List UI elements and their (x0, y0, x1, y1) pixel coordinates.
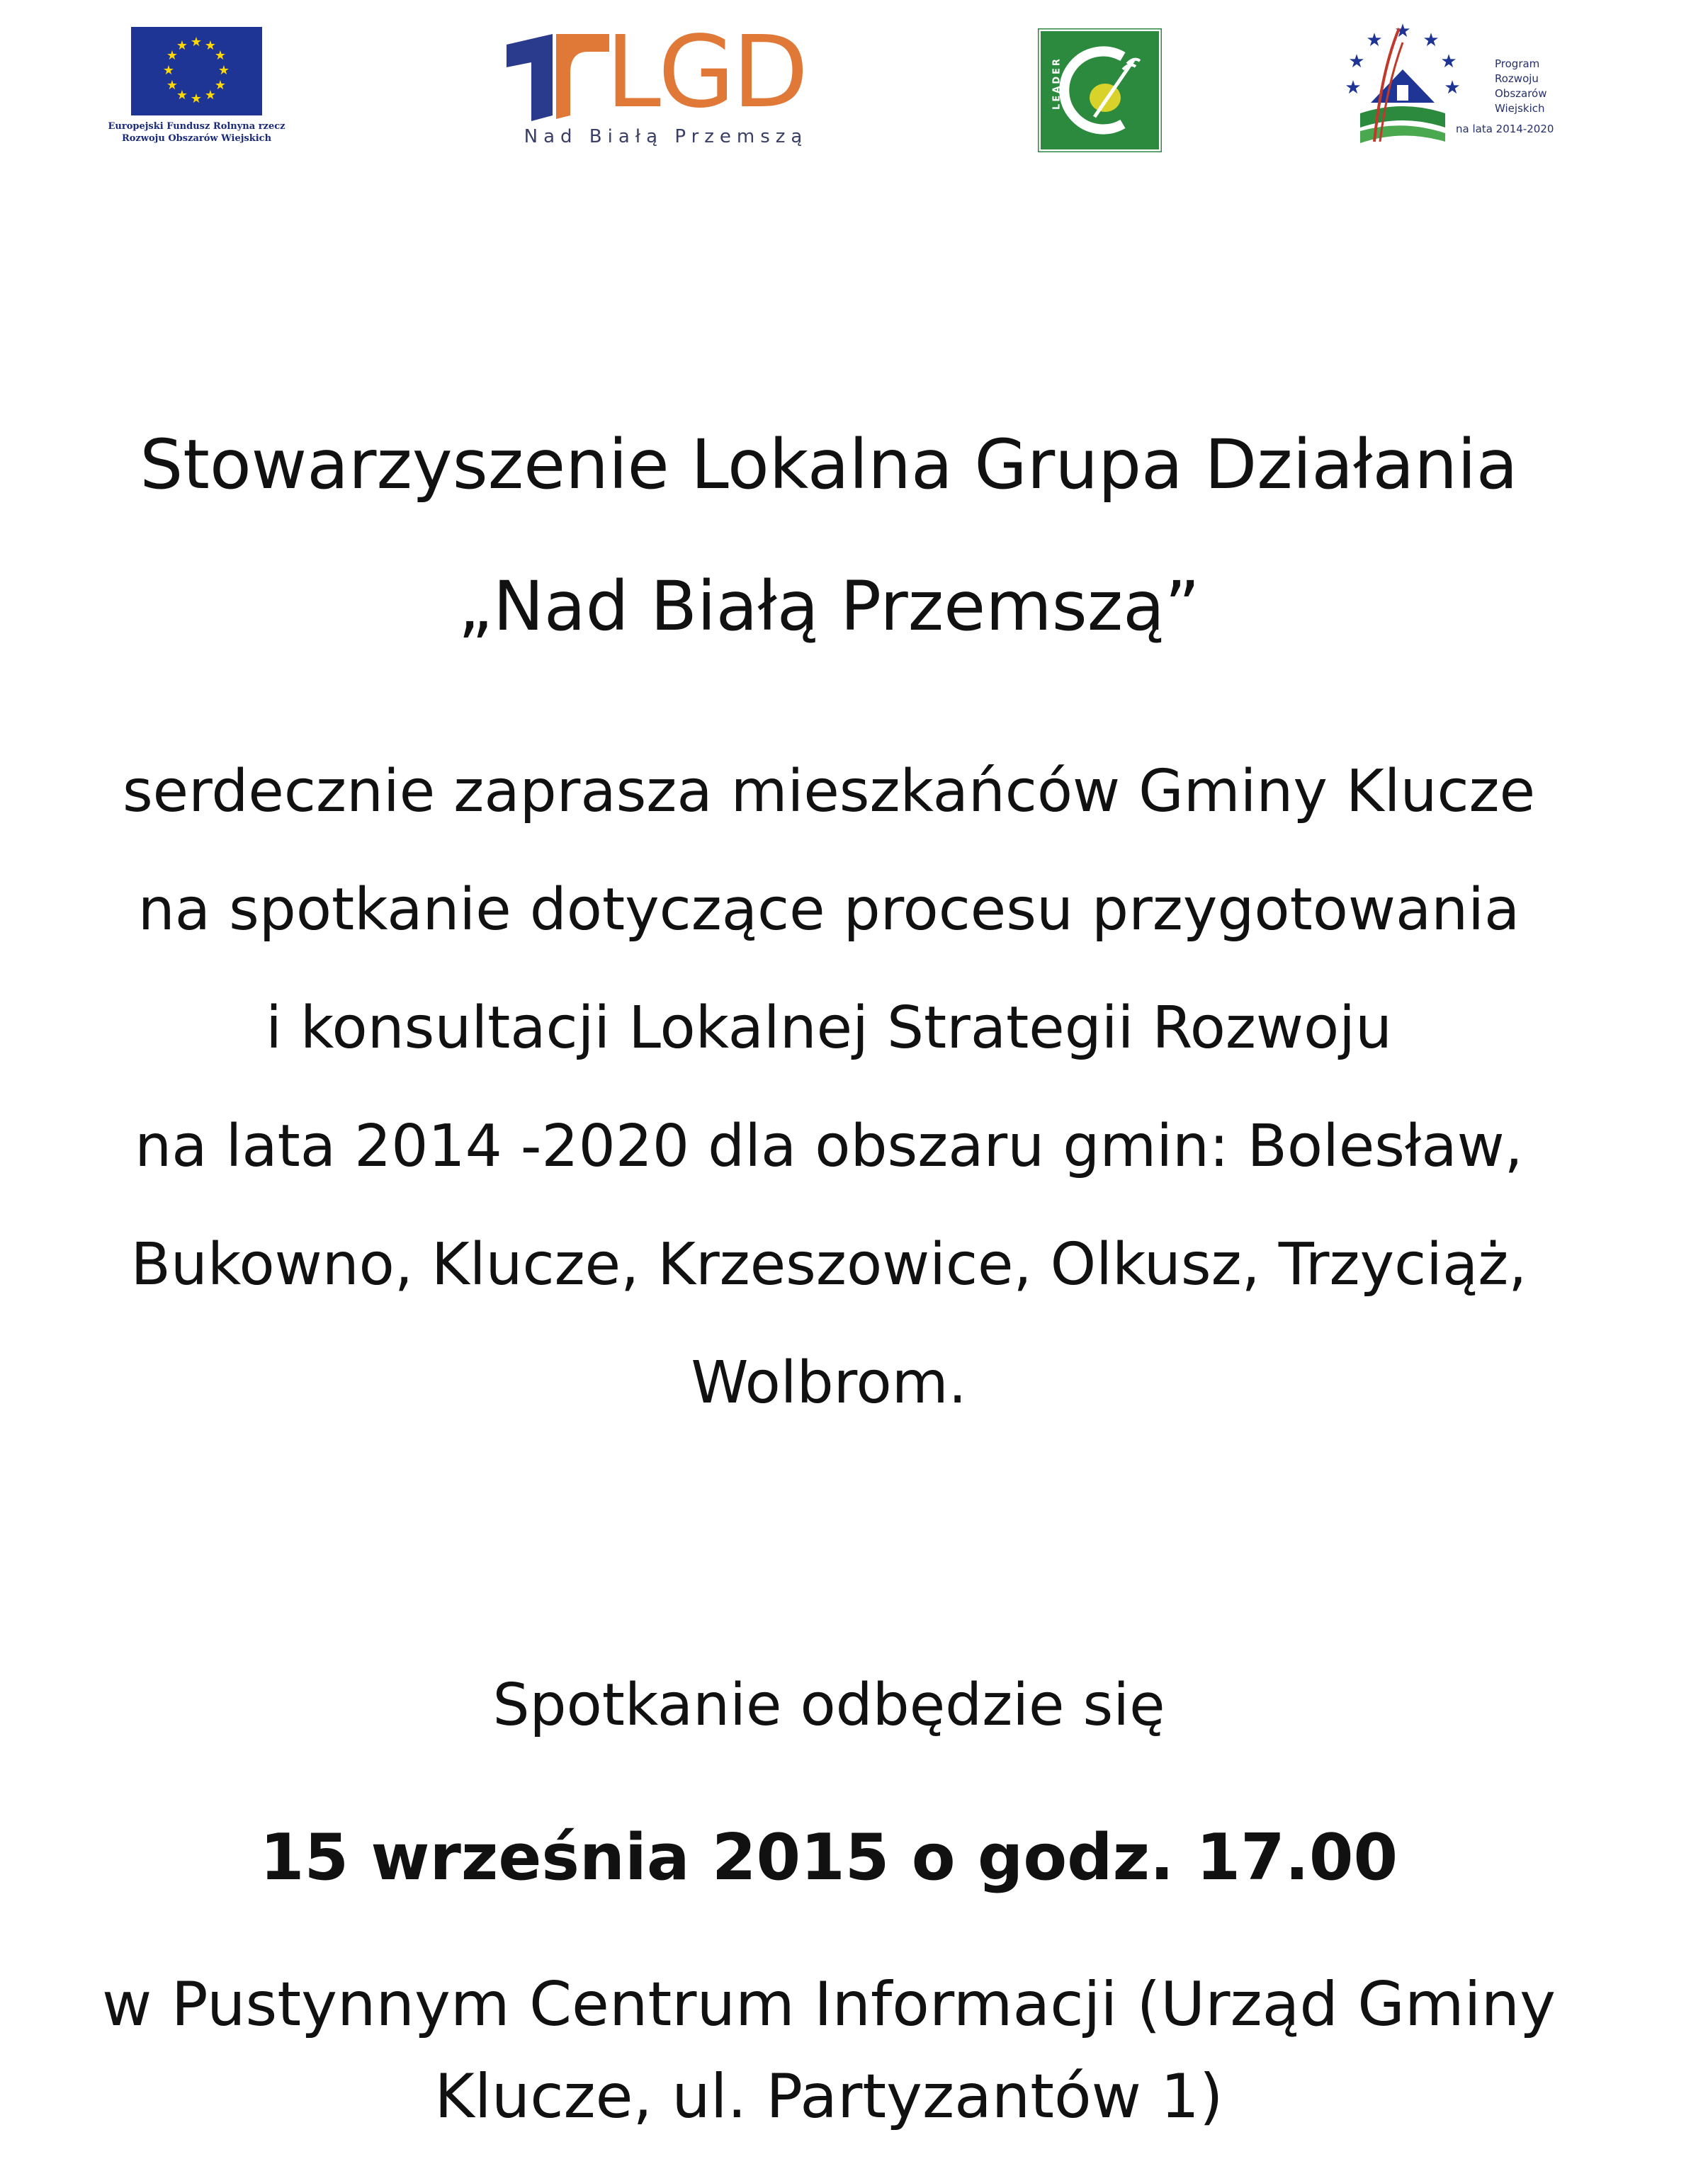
prow-line1: Program (1495, 57, 1540, 70)
eu-caption-line1: Europejski Fundusz Rolnyna rzecz (108, 121, 285, 132)
prow-years: na lata 2014-2020 (1456, 123, 1554, 135)
prow-logo (1332, 14, 1566, 156)
meeting-datetime: 15 września 2015 o godz. 17.00 (259, 1820, 1398, 1895)
leader-wordmark: LEADER (1051, 57, 1063, 110)
svg-text:★: ★ (204, 88, 217, 103)
prow-emblem-icon (1332, 14, 1474, 156)
svg-text:★: ★ (1348, 51, 1365, 72)
body-line4: na lata 2014 -2020 dla obszaru gmin: Bolesław, (135, 1113, 1523, 1180)
heading-line1: Stowarzyszenie Lokalna Grupa Działania (140, 425, 1518, 504)
svg-text:★: ★ (166, 48, 179, 63)
eu-caption-line2: Rozwoju Obszarów Wiejskich (121, 133, 272, 144)
lgd-wordmark: LGD (606, 15, 806, 130)
svg-text:★: ★ (204, 38, 217, 53)
svg-text:★: ★ (214, 78, 227, 93)
eu-fund-caption (96, 120, 298, 144)
svg-text:★: ★ (166, 78, 179, 93)
body-line2: na spotkanie dotyczące procesu przygotowania (137, 876, 1520, 944)
svg-text:★: ★ (217, 63, 230, 78)
svg-text:★: ★ (176, 38, 188, 53)
body-line5: Bukowno, Klucze, Krzeszowice, Olkusz, Trzyciąż, (130, 1231, 1527, 1298)
heading-line2: „Nad Białą Przemszą” (458, 567, 1200, 646)
logo-strip (0, 0, 1708, 170)
lgd-mark-icon (503, 30, 616, 137)
prow-line2: Rozwoju (1495, 72, 1539, 85)
meeting-place-line1: w Pustynnym Centrum Informacji (Urząd Gminy (102, 1969, 1556, 2040)
meeting-intro: Spotkanie odbędzie się (492, 1672, 1165, 1739)
lgd-tagline: Nad Białą Przemszą (524, 126, 808, 147)
body-line1: serdecznie zaprasza mieszkańców Gminy Klucze (122, 758, 1536, 825)
svg-text:★: ★ (176, 88, 188, 103)
body-line3: i konsultacji Lokalnej Strategii Rozwoju (266, 994, 1392, 1062)
meeting-place-line2: Klucze, ul. Partyzantów 1) (434, 2061, 1223, 2132)
svg-text:★: ★ (1366, 30, 1383, 51)
svg-text:★: ★ (1440, 51, 1457, 72)
svg-text:★: ★ (1444, 77, 1461, 98)
svg-text:★: ★ (1345, 77, 1362, 98)
svg-text:★: ★ (162, 63, 175, 78)
leader-logo (1038, 28, 1162, 152)
prow-line3: Obszarów (1495, 87, 1547, 100)
svg-text:★: ★ (190, 91, 203, 106)
eu-fund-logo (96, 27, 298, 154)
eu-flag-icon (96, 27, 298, 119)
lgd-logo (496, 15, 836, 154)
svg-text:★: ★ (190, 35, 203, 50)
svg-text:★: ★ (214, 48, 227, 63)
svg-text:★: ★ (1423, 30, 1440, 51)
prow-program-name (1495, 57, 1547, 116)
svg-text:★: ★ (1394, 21, 1411, 42)
body-line6: Wolbrom. (691, 1349, 967, 1417)
prow-line4: Wiejskich (1495, 102, 1545, 115)
